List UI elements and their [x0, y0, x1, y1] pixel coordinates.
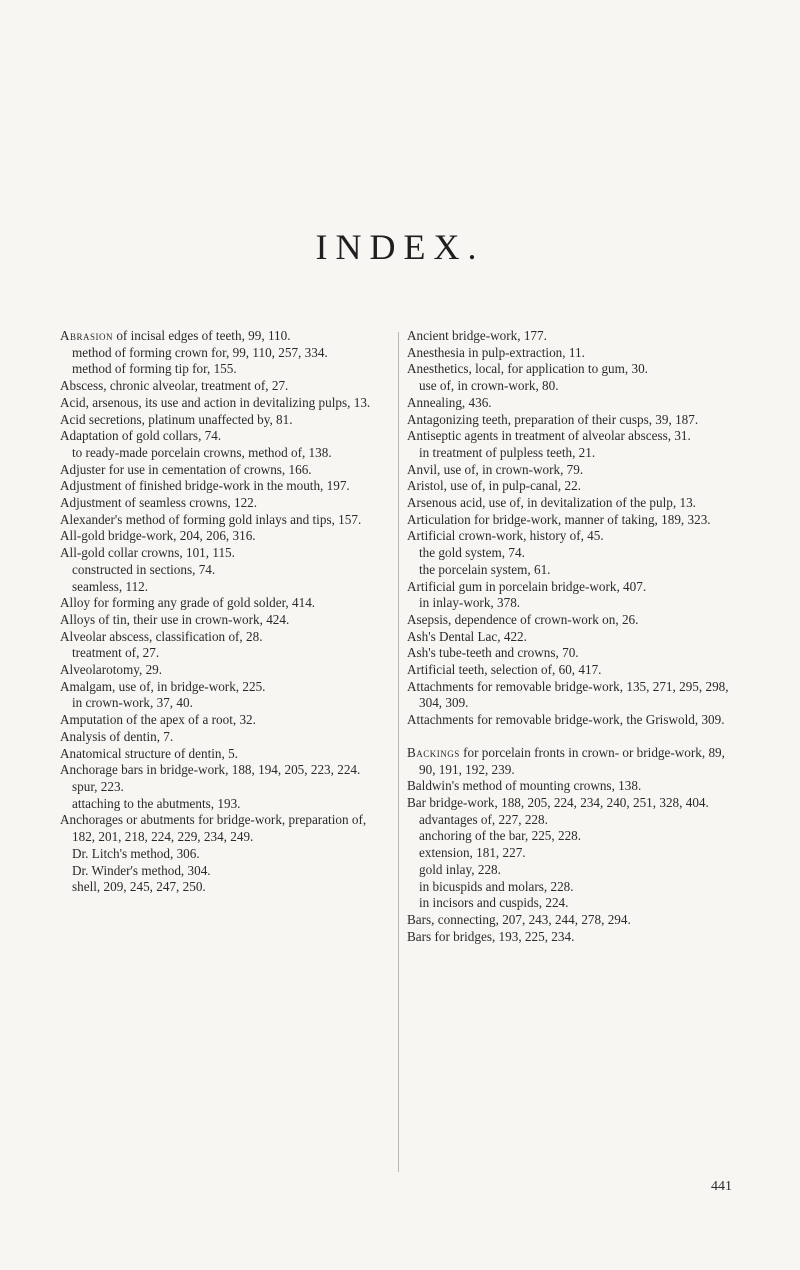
entry-text: Alloys of tin, their use in crown-work, 424. [60, 611, 290, 627]
entry-text: Dr. Litch's method, 306. [72, 845, 200, 861]
index-subentry [60, 445, 387, 462]
entry-text: for porcelain fronts in crown- or bridge-work, 89, 90, 191, 192, 239. [419, 744, 725, 777]
entry-text: Bars for bridges, 193, 225, 234. [407, 928, 575, 944]
index-entry [407, 395, 734, 412]
entry-text: Attachments for removable bridge-work, 135, 271, 295, 298, 304, 309. [407, 678, 729, 711]
index-entry [60, 478, 387, 495]
index-subentry [407, 845, 734, 862]
index-entry [60, 729, 387, 746]
entry-text: Adjustment of finished bridge-work in the mouth, 197. [60, 478, 350, 494]
index-subentry [60, 562, 387, 579]
index-entry [407, 795, 734, 812]
index-subentry [60, 645, 387, 662]
index-entry [60, 712, 387, 729]
entry-text: the gold system, 74. [419, 545, 525, 561]
entry-text: Anchorages or abutments for bridge-work, preparation of, 182, 201, 218, 224, 229, 234, 249. [60, 812, 367, 845]
index-entry [407, 712, 734, 729]
entry-text: seamless, 112. [72, 578, 149, 594]
entry-text: Bar bridge-work, 188, 205, 224, 234, 240, 251, 328, 404. [407, 794, 709, 810]
index-entry [60, 378, 387, 395]
index-subentry [60, 345, 387, 362]
index-entry [407, 361, 734, 378]
index-subentry [60, 879, 387, 896]
entry-text: in bicuspids and molars, 228. [419, 878, 574, 894]
entry-text: Artificial teeth, selection of, 60, 417. [407, 662, 602, 678]
index-entry [407, 662, 734, 679]
index-entry [60, 528, 387, 545]
entry-text: anchoring of the bar, 225, 228. [419, 828, 582, 844]
entry-text: Annealing, 436. [407, 394, 492, 410]
entry-text: advantages of, 227, 228. [419, 811, 548, 827]
index-entry [60, 662, 387, 679]
entry-text: Adaptation of gold collars, 74. [60, 428, 222, 444]
entry-text: Ancient bridge-work, 177. [407, 328, 547, 343]
index-subentry [60, 361, 387, 378]
index-entry [407, 495, 734, 512]
index-entry [60, 428, 387, 445]
entry-text: Alexander's method of forming gold inlays and tips, 157. [60, 511, 362, 527]
index-entry [407, 412, 734, 429]
entry-text: Adjustment of seamless crowns, 122. [60, 495, 258, 511]
entry-text: to ready-made porcelain crowns, method of, 138. [72, 444, 332, 460]
index-subentry [407, 828, 734, 845]
index-subentry [407, 862, 734, 879]
index-subentry [407, 595, 734, 612]
entry-text: Anatomical structure of dentin, 5. [60, 745, 238, 761]
index-entry [407, 478, 734, 495]
entry-text: use of, in crown-work, 80. [419, 378, 559, 394]
entry-text: constructed in sections, 74. [72, 561, 216, 577]
entry-text: Acid secretions, platinum unaffected by, 81. [60, 411, 293, 427]
entry-text: Abscess, chronic alveolar, treatment of, 27. [60, 378, 289, 394]
entry-text: Antiseptic agents in treatment of alveolar abscess, 31. [407, 428, 691, 444]
index-entry [407, 462, 734, 479]
entry-text: Baldwin's method of mounting crowns, 138. [407, 778, 642, 794]
index-entry [407, 428, 734, 445]
entry-text: Alveolar abscess, classification of, 28. [60, 628, 263, 644]
entry-text: gold inlay, 228. [419, 861, 501, 877]
entry-text: shell, 209, 245, 247, 250. [72, 879, 206, 895]
index-entry [407, 579, 734, 596]
index-subentry [60, 846, 387, 863]
index-entry [60, 612, 387, 629]
entry-text: method of forming tip for, 155. [72, 361, 237, 377]
entry-text: Ash's tube-teeth and crowns, 70. [407, 645, 579, 661]
entry-text: Alveolarotomy, 29. [60, 662, 163, 678]
index-entry [60, 545, 387, 562]
index-entry [60, 495, 387, 512]
index-entry [60, 595, 387, 612]
index-entry [60, 412, 387, 429]
column-divider [398, 332, 399, 1172]
entry-text: Anesthetics, local, for application to gum, 30. [407, 361, 648, 377]
index-subentry [407, 378, 734, 395]
index-subentry [407, 545, 734, 562]
index-entry [60, 395, 387, 412]
index-subentry [407, 562, 734, 579]
index-subentry [60, 863, 387, 880]
index-entry [407, 328, 734, 345]
entry-text: Adjuster for use in cementation of crowns, 166. [60, 461, 312, 477]
index-entry [60, 812, 387, 845]
index-subentry [60, 579, 387, 596]
index-subentry [407, 895, 734, 912]
index-entry [60, 746, 387, 763]
index-entry [60, 629, 387, 646]
index-entry [407, 745, 734, 778]
entry-text: spur, 223. [72, 778, 124, 794]
entry-text: All-gold bridge-work, 204, 206, 316. [60, 528, 256, 544]
index-entry [407, 778, 734, 795]
index-entry [407, 512, 734, 529]
index-entry [407, 645, 734, 662]
entry-text: Ash's Dental Lac, 422. [407, 628, 527, 644]
index-subentry [60, 796, 387, 813]
entry-text: Amputation of the apex of a root, 32. [60, 712, 256, 728]
entry-text: Acid, arsenous, its use and action in devitalizing pulps, 13. [60, 394, 371, 410]
index-entry [60, 512, 387, 529]
entry-text: Anesthesia in pulp-extraction, 11. [407, 344, 585, 360]
entry-text: Articulation for bridge-work, manner of taking, 189, 323. [407, 511, 711, 527]
entry-text: Anchorage bars in bridge-work, 188, 194, 205, 223, 224. [60, 762, 361, 778]
entry-text: All-gold collar crowns, 101, 115. [60, 545, 235, 561]
entry-text: Dr. Winder's method, 304. [72, 862, 211, 878]
entry-text: the porcelain system, 61. [419, 561, 551, 577]
entry-text: Artificial gum in porcelain bridge-work, 407. [407, 578, 647, 594]
entry-text: in treatment of pulpless teeth, 21. [419, 444, 596, 460]
entry-text: Asepsis, dependence of crown-work on, 26. [407, 611, 639, 627]
entry-text: Amalgam, use of, in bridge-work, 225. [60, 678, 266, 694]
index-entry [407, 345, 734, 362]
entry-text: extension, 181, 227. [419, 845, 526, 861]
page-title: INDEX. [315, 227, 485, 267]
entry-text: Analysis of dentin, 7. [60, 728, 174, 744]
index-entry [407, 528, 734, 545]
index-entry [60, 462, 387, 479]
index-entry [407, 629, 734, 646]
entry-text: Aristol, use of, in pulp-canal, 22. [407, 478, 581, 494]
entry-text: Artificial crown-work, history of, 45. [407, 528, 604, 544]
entry-text: of incisal edges of teeth, 99, 110. [113, 328, 291, 343]
index-entry [407, 612, 734, 629]
index-subentry [407, 812, 734, 829]
entry-text: Alloy for forming any grade of gold solder, 414. [60, 595, 316, 611]
index-subentry [407, 879, 734, 896]
entry-text: in incisors and cuspids, 224. [419, 895, 569, 911]
index-subentry [60, 695, 387, 712]
entry-text: Antagonizing teeth, preparation of their cusps, 39, 187. [407, 411, 699, 427]
index-entry [60, 762, 387, 779]
entry-text: Arsenous acid, use of, in devitalization of the pulp, 13. [407, 495, 696, 511]
index-entry [407, 679, 734, 712]
index-entry [407, 929, 734, 946]
entry-text: method of forming crown for, 99, 110, 257, 334. [72, 344, 328, 360]
page-number: 441 [711, 1179, 732, 1194]
entry-text: Bars, connecting, 207, 243, 244, 278, 294. [407, 911, 631, 927]
entry-text: treatment of, 27. [72, 645, 160, 661]
index-entry [60, 328, 387, 345]
entry-lead-word: Backings [407, 744, 460, 760]
index-column-right [407, 328, 734, 945]
entry-text: attaching to the abutments, 193. [72, 795, 241, 811]
entry-text: Attachments for removable bridge-work, the Griswold, 309. [407, 712, 725, 728]
index-subentry [407, 445, 734, 462]
index-entry [60, 679, 387, 696]
index-subentry [60, 779, 387, 796]
entry-lead-word: Abrasion [60, 328, 114, 343]
index-entry [407, 912, 734, 929]
entry-text: in inlay-work, 378. [419, 595, 521, 611]
entry-text: in crown-work, 37, 40. [72, 695, 193, 711]
index-column-left [60, 328, 387, 896]
entry-text: Anvil, use of, in crown-work, 79. [407, 461, 584, 477]
